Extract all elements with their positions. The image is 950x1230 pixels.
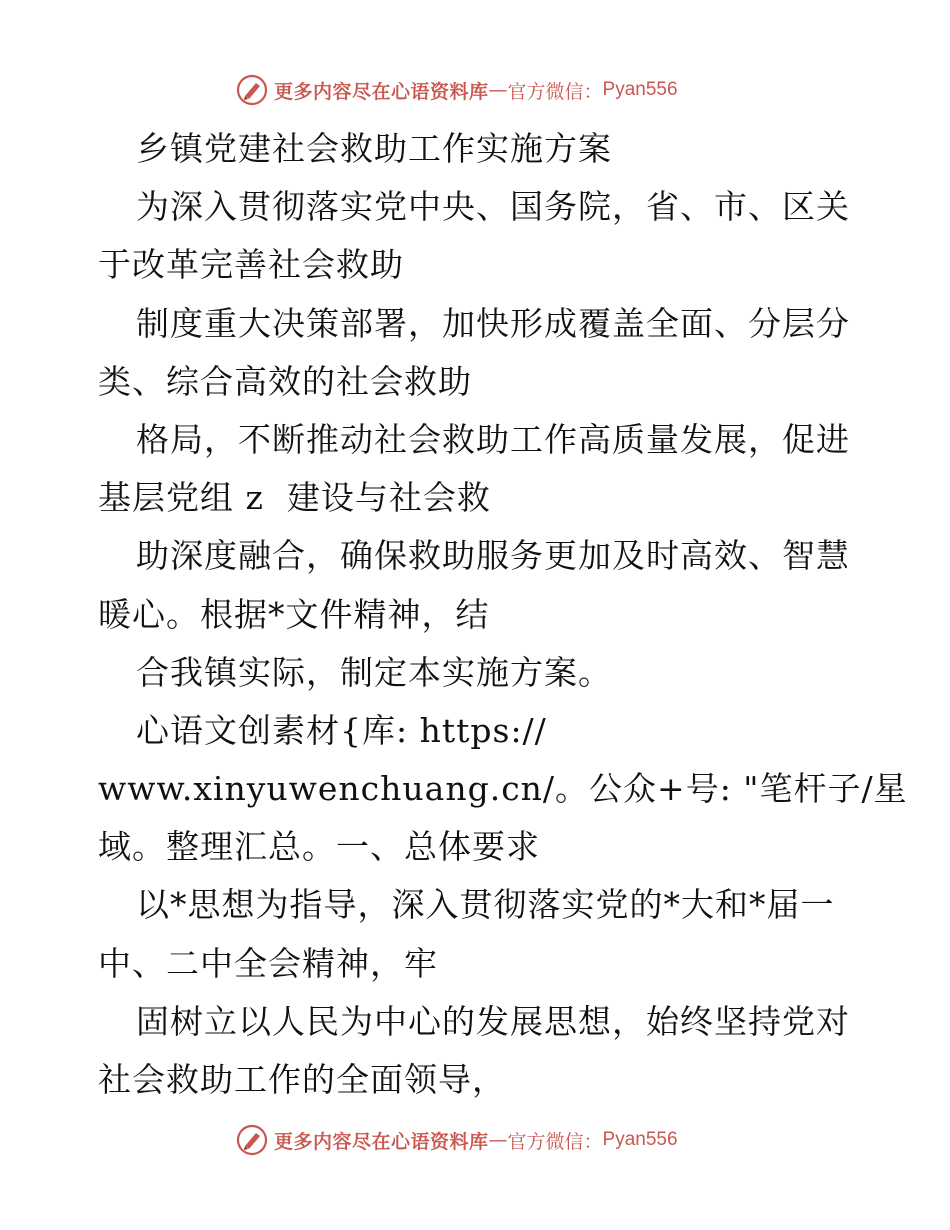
watermark-main-text: 更多内容尽在心语资料库 [274, 1130, 489, 1153]
watermark-wechat-id: Pyan556 [602, 79, 678, 100]
document-title: 乡镇党建社会救助工作实施方案 [136, 129, 612, 168]
header-watermark [236, 72, 678, 108]
paragraph-line: 基层党组 z 建设与社会救 [98, 478, 491, 518]
paragraph-line: 社会救助工作的全面领导， [98, 1060, 506, 1099]
document-body [98, 120, 908, 1109]
watermark-main-text: 更多内容尽在心语资料库 [274, 80, 489, 103]
pen-logo-icon [236, 1124, 268, 1156]
paragraph-line: 以*思想为指导，深入贯彻落实党的*大和*届一 [136, 885, 835, 925]
paragraph-line: 暖心。根据*文件精神，结 [98, 594, 490, 634]
watermark-label: 官方微信： [507, 80, 603, 103]
pen-logo-icon [236, 74, 268, 106]
footer-watermark [236, 1122, 678, 1158]
paragraph-line: 心语文创素材{库: https:// [136, 710, 547, 750]
paragraph-line: 制度重大决策部署，加快形成覆盖全面、分层分 [136, 303, 850, 343]
paragraph-line: 助深度融合，确保救助服务更加及时高效、智慧 [136, 536, 850, 576]
paragraph-line: 类、综合高效的社会救助 [98, 361, 472, 401]
watermark-wechat-id: Pyan556 [602, 1129, 678, 1150]
paragraph-line: 于改革完善社会救助 [98, 245, 404, 285]
watermark-dash: — [488, 79, 508, 101]
watermark-dash: — [488, 1129, 508, 1151]
section-heading-line: 域。整理汇总。一、总体要求 [98, 827, 540, 867]
paragraph-line: 为深入贯彻落实党中央、国务院，省、市、区关 [136, 187, 850, 227]
paragraph-line: 格局，不断推动社会救助工作高质量发展，促进 [136, 419, 850, 459]
paragraph-line: 合我镇实际，制定本实施方案。 [136, 652, 612, 692]
watermark-label: 官方微信： [507, 1130, 603, 1153]
paragraph-line: 固树立以人民为中心的发展思想，始终坚持党对 [136, 1001, 850, 1041]
paragraph-line: www.xinyuwenchuang.cn/。公众+号: "笔杆子/星 [98, 769, 908, 809]
paragraph-line: 中、二中全会精神，牢 [98, 943, 438, 983]
